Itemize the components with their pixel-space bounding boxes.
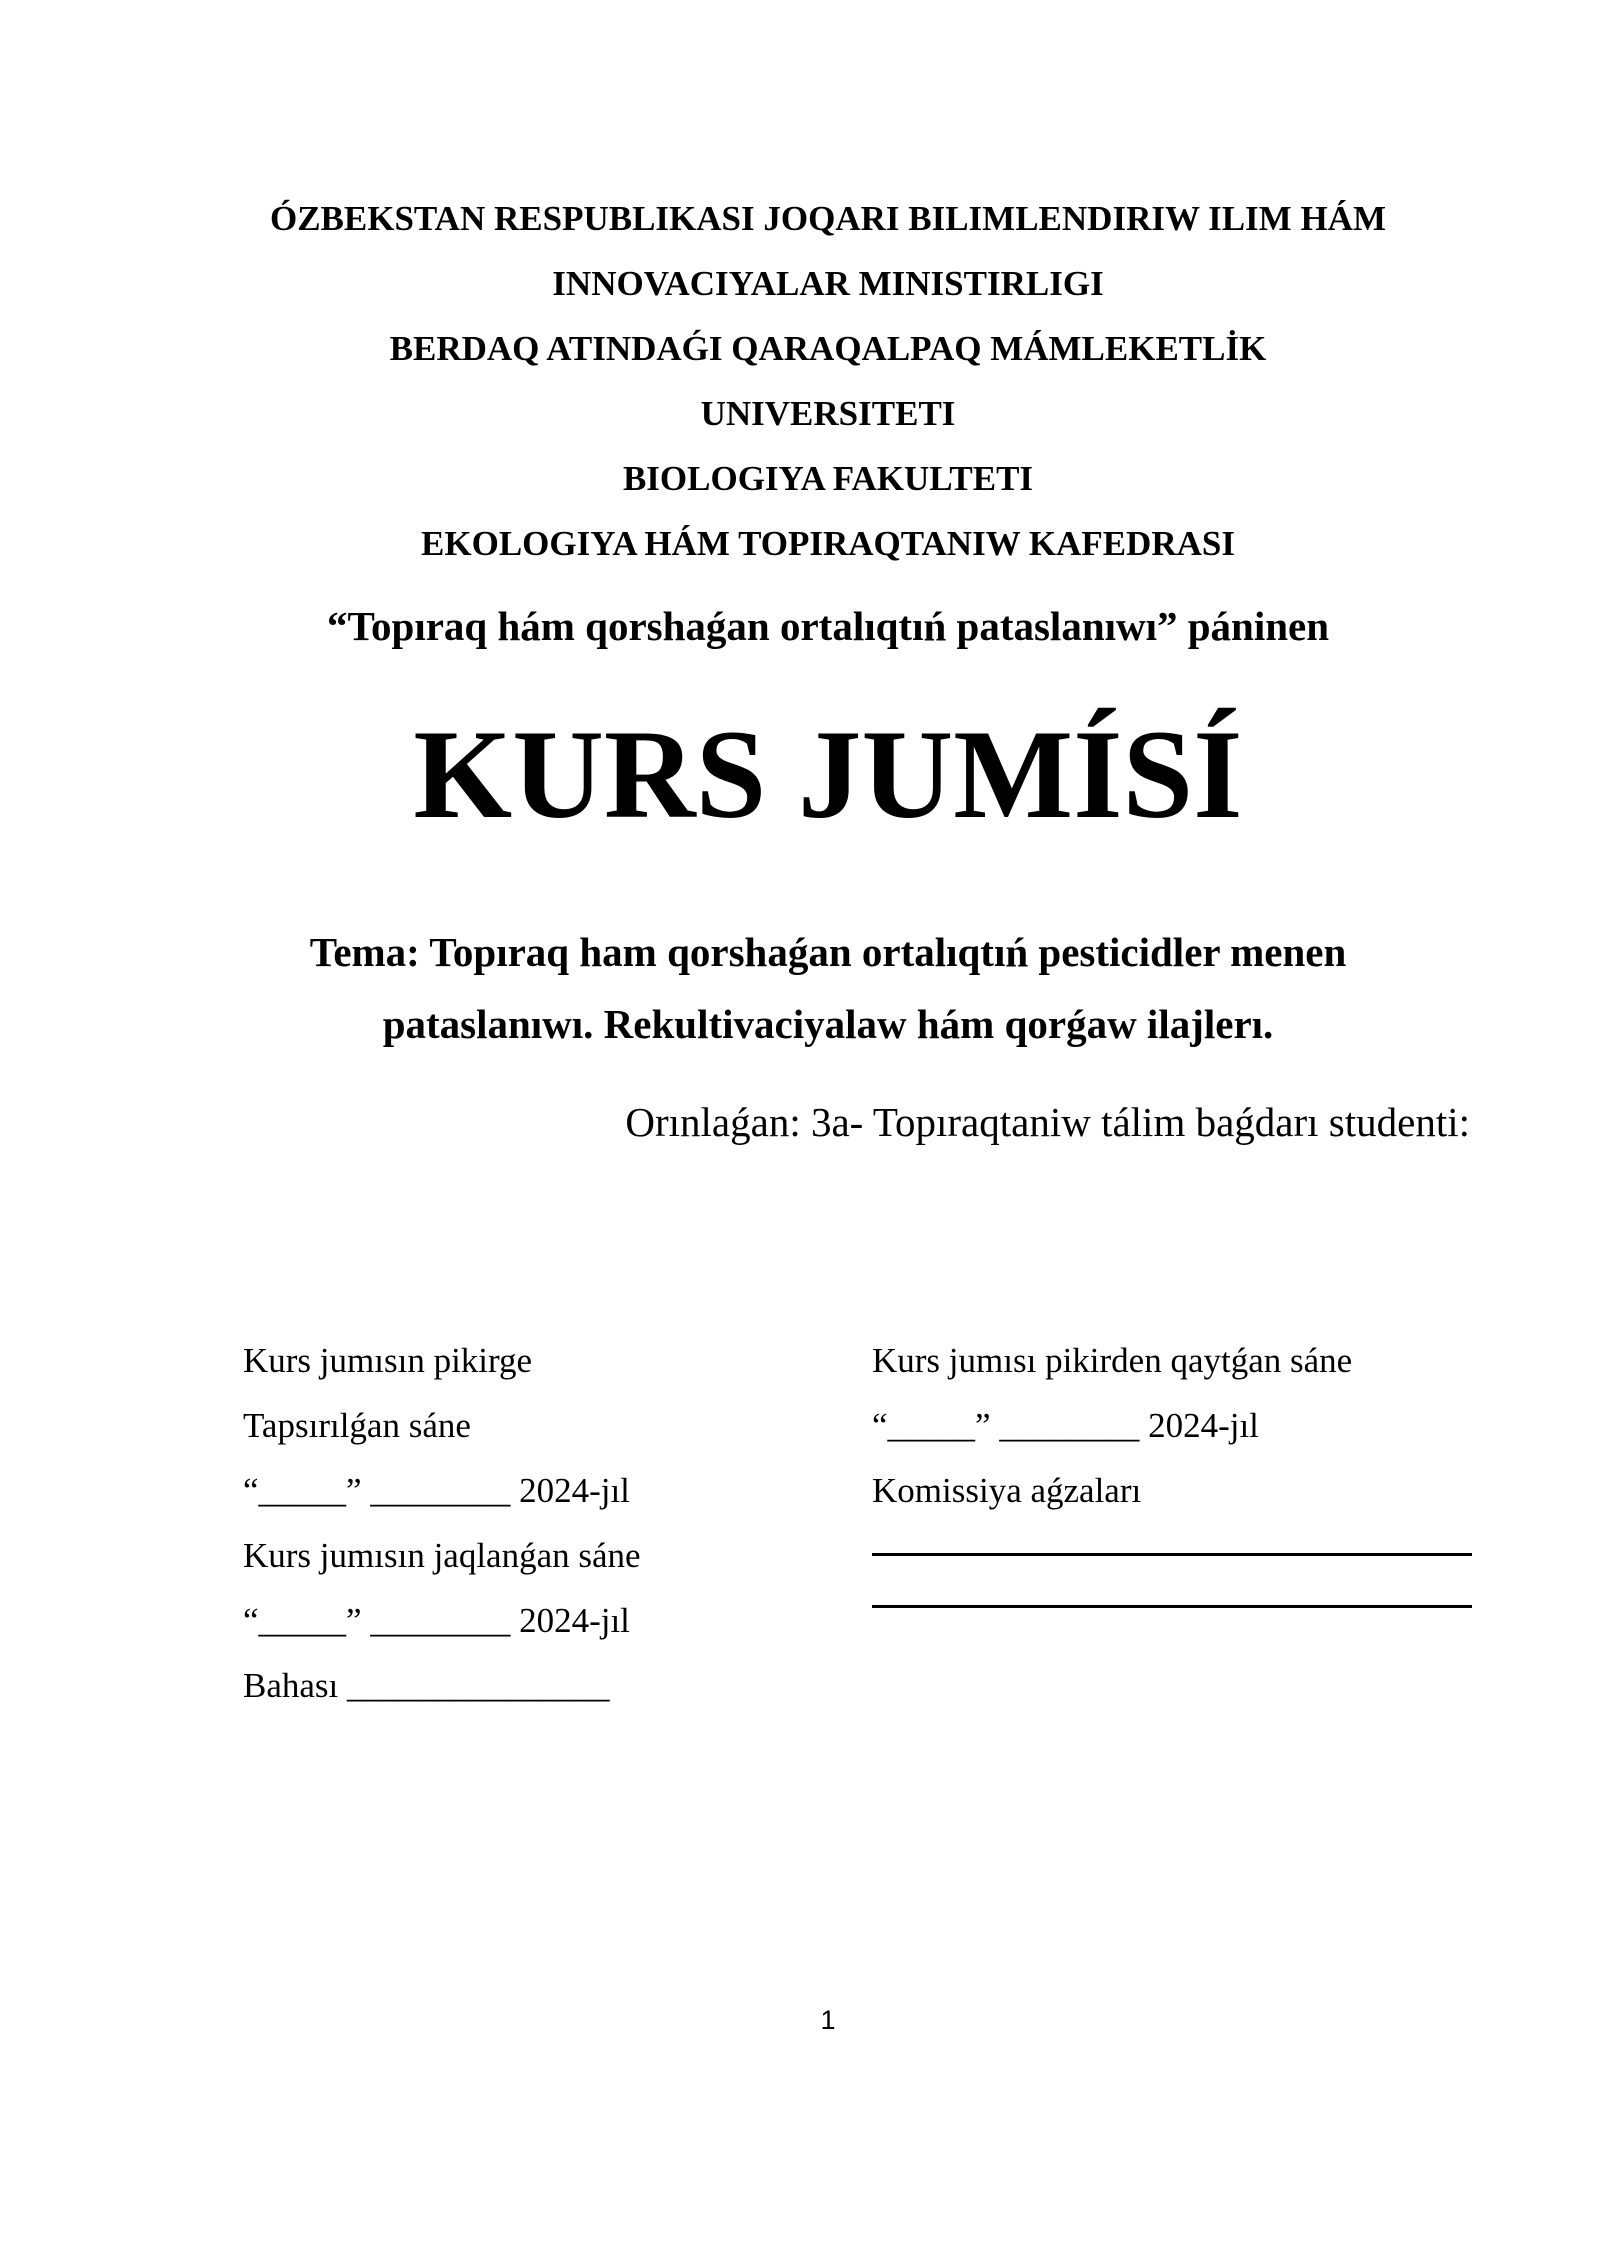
header-line-university-1: BERDAQ ATINDAǴI QARAQALPAQ MÁMLEKETLİK	[389, 329, 1267, 368]
left-line-6: Bahası _______________	[243, 1666, 610, 1705]
left-line-4: Kurs jumısın jaqlanǵan sáne	[243, 1536, 641, 1575]
right-line-3: Komissiya aǵzaları	[872, 1471, 1142, 1510]
page-number-text: 1	[820, 2005, 836, 2035]
subject-line	[0, 596, 1600, 656]
institution-header	[0, 186, 1600, 576]
commission-signature-line-1	[872, 1553, 1472, 1556]
document-title-text: KURS JUMÍSÍ	[413, 705, 1243, 845]
topic-line-1: Tema: Topıraq ham qorshaǵan ortalıqtıń pesticidler menen	[309, 929, 1347, 975]
subject-text: “Topıraq hám qorshaǵan ortalıqtıń pataslanıwı” páninen	[326, 603, 1330, 649]
topic-line-2: pataslanıwı. Rekultivaciyalaw hám qorǵaw ilajlerı.	[382, 1001, 1274, 1047]
right-line-1: Kurs jumısı pikirden qaytǵan sáne	[872, 1341, 1353, 1380]
left-line-2: Tapsırılǵan sáne	[243, 1406, 471, 1445]
left-line-5: “_____” ________ 2024-jıl	[243, 1601, 630, 1640]
header-line-university-2: UNIVERSITETI	[700, 394, 956, 433]
performer-line: Orınlaǵan: 3a- Topıraqtaniw tálim baǵdarı studenti:	[625, 1099, 1470, 1145]
right-line-2: “_____” ________ 2024-jıl	[872, 1406, 1259, 1445]
submission-dates-column	[243, 1328, 641, 1718]
review-column	[872, 1328, 1472, 1608]
header-line-department: EKOLOGIYA HÁM TOPIRAQTANIW KAFEDRASI	[421, 524, 1235, 563]
topic-block	[0, 916, 1600, 1060]
header-line-faculty: BIOLOGIYA FAKULTETI	[622, 459, 1034, 498]
left-line-1: Kurs jumısın pikirge	[243, 1341, 533, 1380]
commission-signature-line-2	[872, 1605, 1472, 1608]
header-line-ministry-1: ÓZBEKSTAN RESPUBLIKASI JOQARI BILIMLENDIRIW ILIM HÁM	[269, 199, 1386, 238]
header-line-ministry-2: INNOVACIYALAR MINISTIRLIGI	[552, 264, 1104, 303]
left-line-3: “_____” ________ 2024-jıl	[243, 1471, 630, 1510]
page-number	[0, 2002, 1600, 2038]
document-title	[0, 700, 1600, 850]
